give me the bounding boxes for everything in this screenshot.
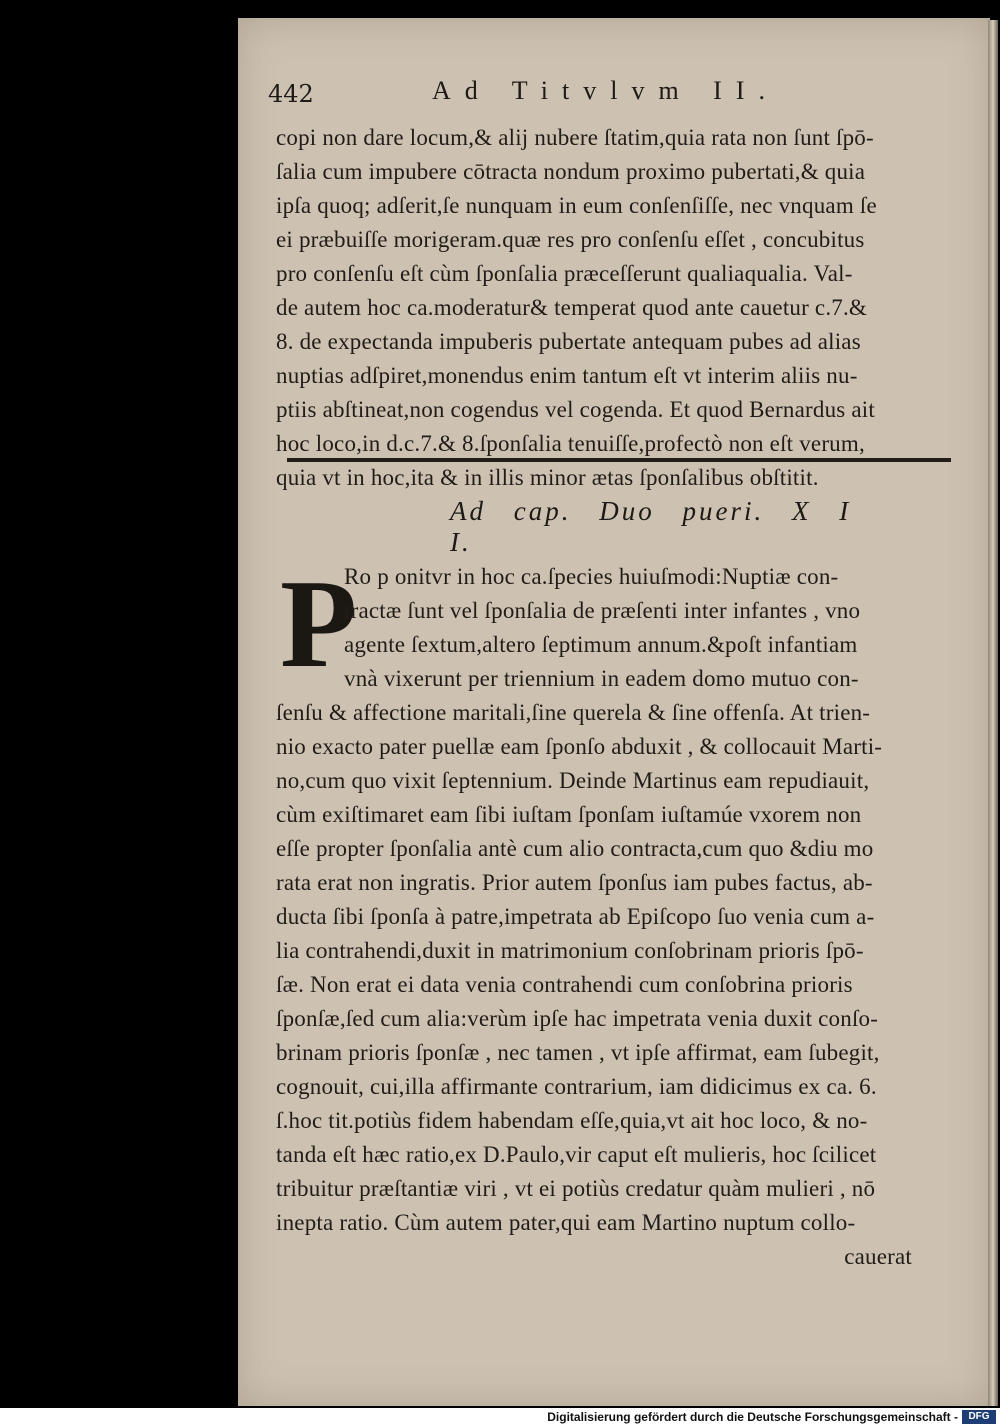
text-line: tractæ ſunt vel ſponſalia de præſenti inter infantes , vno	[344, 598, 861, 623]
text-line: brinam prioris ſponſæ , nec tamen , vt ipſe affirmat, eam ſubegit,	[276, 1040, 880, 1065]
chapter-caption: Ad cap. Duo pueri. X I I.	[450, 496, 852, 557]
text-line: vnà vixerunt per triennium in eadem domo mutuo con-	[344, 666, 859, 691]
chapter-body	[276, 555, 952, 1274]
text-line: ipſa quoq; adſerit,ſe nunquam in eum conſenſiſſe, nec vnquam ſe	[276, 193, 877, 218]
text-line: nuptias adſpiret,monendus enim tantum eſt vt interim aliis nu-	[276, 363, 858, 388]
text-line: hoc loco,in d.c.7.& 8.ſponſalia tenuiſſe,profectò non eſt verum,	[276, 431, 865, 456]
text-line: ptiis abſtineat,non cogendus vel cogenda. Et quod Bernardus ait	[276, 397, 875, 422]
text-line: nio exacto pater puellæ eam ſponſo abduxit , & collocauit Marti-	[276, 734, 883, 759]
page-number: 442	[268, 80, 314, 108]
text-line: ſ.hoc tit.potiùs fidem habendam eſſe,quia,vt ait hoc loco, & no-	[276, 1108, 868, 1133]
text-line: ducta ſibi ſponſa à patre,impetrata ab Epiſcopo ſuo venia cum a-	[276, 904, 875, 929]
text-line: ei præbuiſſe morigeram.quæ res pro conſenſu eſſet , concubitus	[276, 227, 865, 252]
catchword: cauerat	[844, 1244, 912, 1269]
text-line: Ro p onitvr in hoc ca.ſpecies huiuſmodi:Nuptiæ con-	[344, 564, 839, 589]
text-line: quia vt in hoc,ita & in illis minor ætas ſponſalibus obſtitit.	[276, 465, 819, 490]
text-line: 8. de expectanda impuberis pubertate antequam pubes ad alias	[276, 329, 861, 354]
running-title: Ad Titvlvm II.	[432, 76, 779, 105]
text-line: eſſe propter ſponſalia antè cum alio contracta,cum quo &diu mo	[276, 836, 874, 861]
drop-capital: P	[280, 555, 357, 694]
text-line: inepta ratio. Cùm autem pater,qui eam Martino nuptum collo-	[276, 1210, 856, 1235]
text-line: copi non dare locum,& alij nubere ſtatim,quia rata non ſunt ſpō-	[276, 125, 874, 150]
text-line: no,cum quo vixit ſeptennium. Deinde Martinus eam repudiauit,	[276, 768, 870, 793]
text-line: de autem hoc ca.moderatur& temperat quod ante cauetur c.7.&	[276, 295, 868, 320]
running-head	[262, 76, 962, 116]
text-line: tanda eſt hæc ratio,ex D.Paulo,vir caput eſt mulieris, hoc ſcilicet	[276, 1142, 877, 1167]
text-line: agente ſextum,altero ſeptimum annum.&poſt infantiam	[344, 632, 858, 657]
text-line: cùm exiſtimaret eam ſibi iuſtam ſponſam iuſtamúe vxorem non	[276, 802, 862, 827]
text-line: pro conſenſu eſt cùm ſponſalia præceſſerunt qualiaqualia. Val-	[276, 261, 853, 286]
paragraph-continuation	[276, 121, 952, 495]
text-line: ſponſæ,ſed cum alia:verùm ipſe hac impetrata venia duxit conſo-	[276, 1006, 879, 1031]
text-line: cognouit, cui,illa affirmante contrarium, iam didicimus ex ca. 6.	[276, 1074, 877, 1099]
funding-credit: Digitalisierung gefördert durch die Deutsche Forschungsgemeinschaft -	[547, 1410, 958, 1424]
text-line: rata erat non ingratis. Prior autem ſponſus iam pubes factus, ab-	[276, 870, 873, 895]
text-line: lia contrahendi,duxit in matrimonium conſobrinam prioris ſpō-	[276, 938, 864, 963]
text-line: ſenſu & affectione maritali,ſine querela & ſine offenſa. At trien-	[276, 700, 871, 725]
section-divider	[287, 458, 951, 462]
page-edge	[988, 20, 998, 1406]
text-line: ſæ. Non erat ei data venia contrahendi cum conſobrina prioris	[276, 972, 853, 997]
footer-bar	[0, 1408, 1000, 1426]
text-line: ſalia cum impubere cōtracta nondum proximo pubertati,& quia	[276, 159, 866, 184]
dfg-logo-icon[interactable]: DFG	[962, 1410, 996, 1424]
text-line: tribuitur præſtantiæ viri , vt ei potiùs credatur quàm mulieri , nō	[276, 1176, 876, 1201]
